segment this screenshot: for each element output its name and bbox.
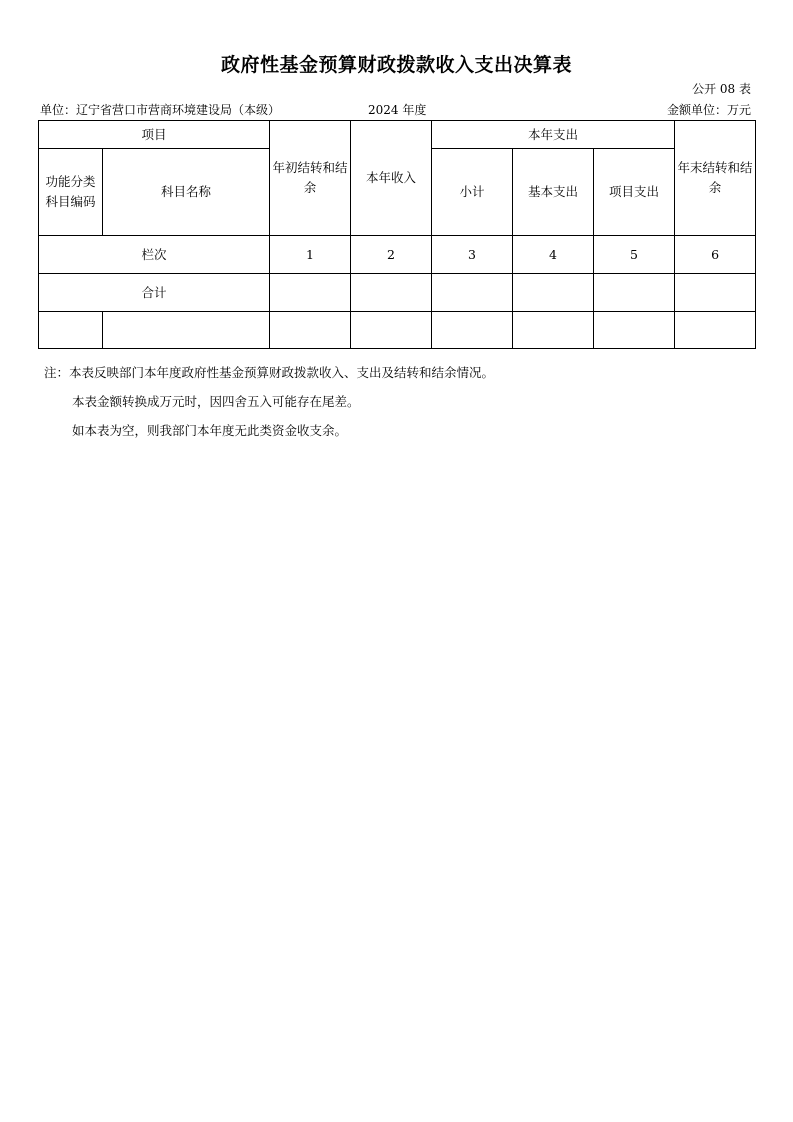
total-cell [351, 274, 432, 312]
total-cell [270, 274, 351, 312]
total-cell [675, 274, 756, 312]
column-index-3: 3 [432, 236, 513, 274]
note-line-3: 如本表为空，则我部门本年度无此类资金收支余。 [72, 423, 348, 438]
note-line-2: 本表金额转换成万元时，因四舍五入可能存在尾差。 [72, 394, 360, 409]
header-subject-name: 科目名称 [103, 149, 270, 236]
header-item: 项目 [39, 121, 270, 149]
column-index-6: 6 [675, 236, 756, 274]
report-table [38, 120, 756, 349]
header-expense: 本年支出 [432, 121, 675, 149]
header-project: 项目支出 [594, 149, 675, 236]
empty-cell [675, 312, 756, 349]
form-number: 公开 08 表 [692, 82, 751, 96]
empty-cell [103, 312, 270, 349]
column-index-5: 5 [594, 236, 675, 274]
column-index-row [39, 236, 756, 274]
fiscal-year: 2024 年度 [368, 103, 427, 117]
column-index-2: 2 [351, 236, 432, 274]
notes [44, 358, 494, 445]
header-income: 本年收入 [351, 121, 432, 236]
meta-row [40, 101, 751, 117]
empty-cell [270, 312, 351, 349]
header-subtotal: 小计 [432, 149, 513, 236]
header-row-1 [39, 121, 756, 149]
header-basic: 基本支出 [513, 149, 594, 236]
empty-cell [513, 312, 594, 349]
amount-unit: 金额单位：万元 [666, 103, 751, 117]
total-cell [432, 274, 513, 312]
empty-cell [594, 312, 675, 349]
empty-cell [432, 312, 513, 349]
column-index-4: 4 [513, 236, 594, 274]
total-label: 合计 [39, 274, 270, 312]
header-func-code: 功能分类科目编码 [39, 149, 103, 236]
empty-cell [39, 312, 103, 349]
column-index-label: 栏次 [39, 236, 270, 274]
total-row [39, 274, 756, 312]
header-end-balance: 年末结转和结余 [675, 121, 756, 236]
empty-cell [351, 312, 432, 349]
unit-label: 单位：辽宁省营口市营商环境建设局（本级） [40, 103, 281, 117]
total-cell [513, 274, 594, 312]
empty-row [39, 312, 756, 349]
total-cell [594, 274, 675, 312]
report-title: 政府性基金预算财政拨款收入支出决算表 [220, 54, 572, 76]
header-begin-balance: 年初结转和结余 [270, 121, 351, 236]
column-index-1: 1 [270, 236, 351, 274]
note-line-1: 注：本表反映部门本年度政府性基金预算财政拨款收入、支出及结转和结余情况。 [44, 365, 495, 380]
